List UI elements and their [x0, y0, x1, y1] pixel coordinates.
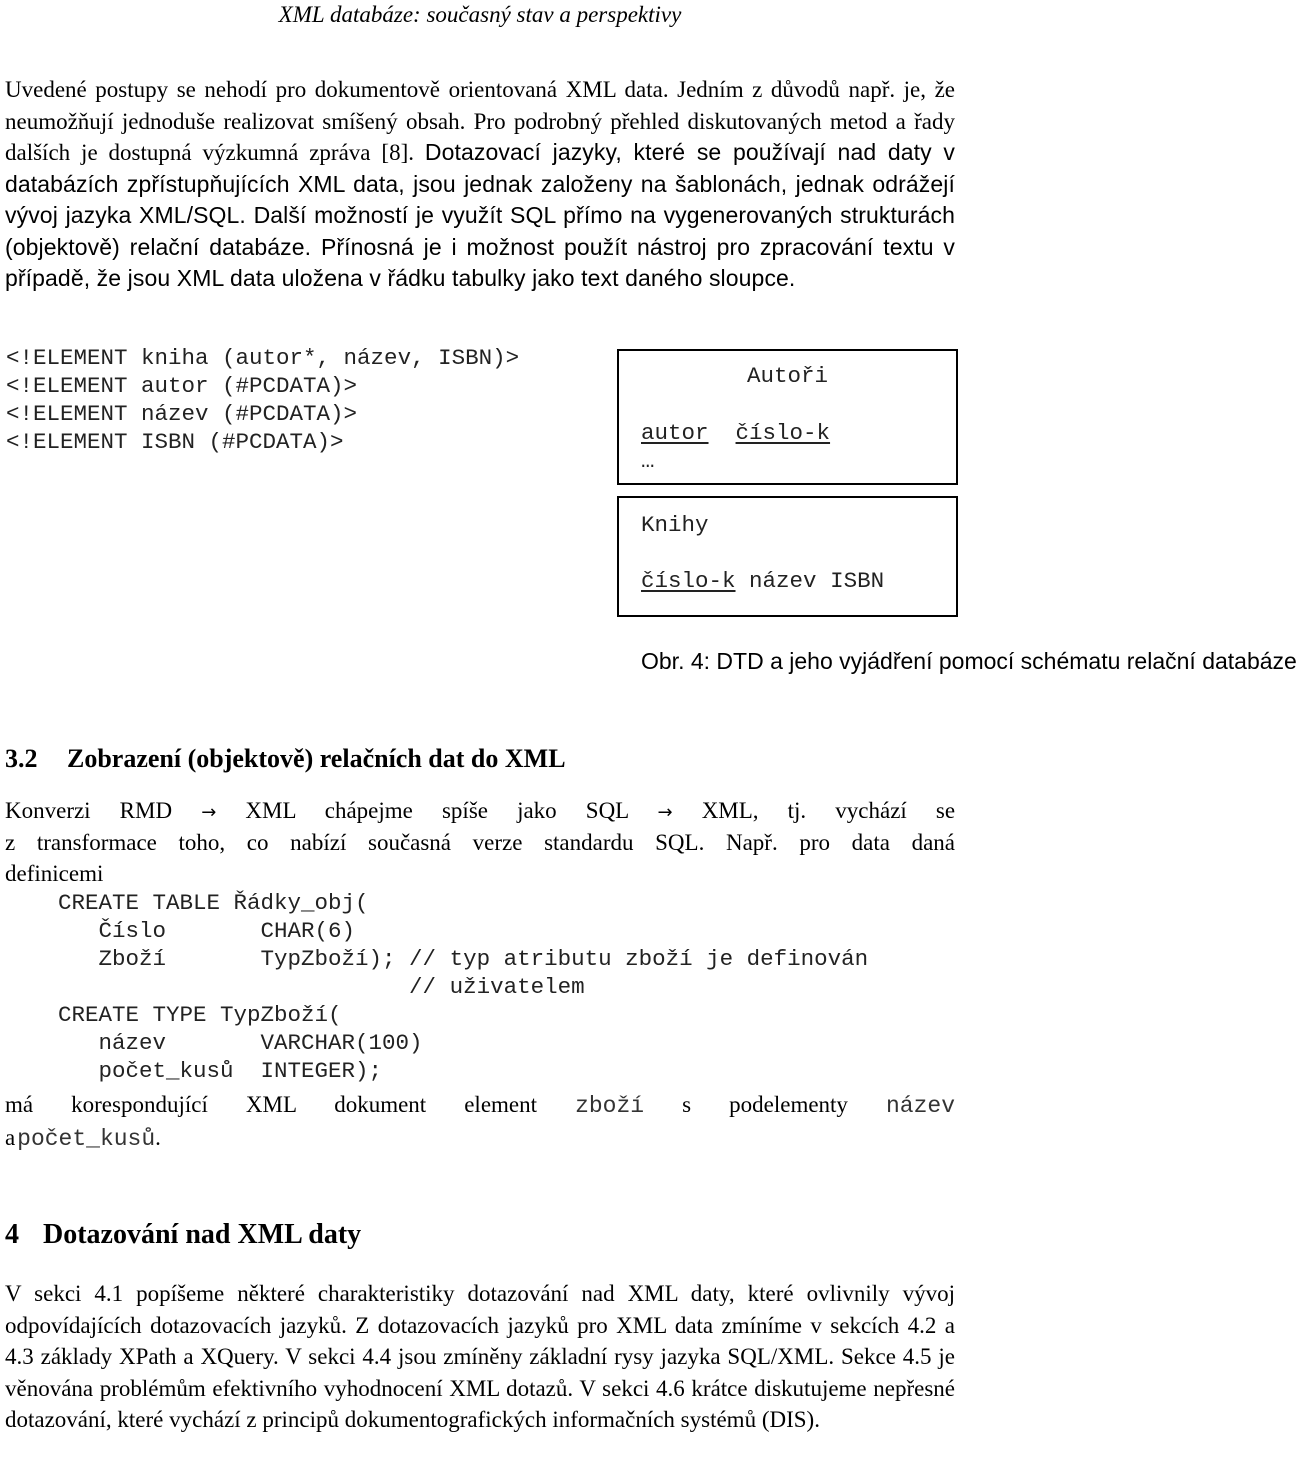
column-autor: autor	[641, 420, 709, 446]
text-run: XML, tj. vychází se	[701, 798, 956, 823]
dtd-listing	[6, 344, 519, 456]
code-line: CREATE TABLE Řádky_obj(	[58, 890, 369, 916]
table-name-knihy: Knihy	[641, 512, 709, 538]
text-run: a	[5, 1125, 16, 1150]
table-box-knihy	[617, 496, 958, 617]
code-line: počet_kusů INTEGER);	[58, 1058, 383, 1084]
section-number: 3.2	[5, 744, 38, 773]
running-header: XML databáze: současný stav a perspektivy	[278, 2, 682, 27]
sql-code-listing	[58, 889, 868, 1085]
table-columns-autori	[641, 420, 830, 446]
paragraph-intro-part1: Uvedené postupy se nehodí pro dokumentově orientovaná XML data. Jedním z důvodů např. je, že neumožňují jednoduše realizovat smíšený obsah. Pro podrobný přehled diskutovaných metod a řady dalších je dostupná výzkumná zpráva [8].	[5, 77, 955, 165]
text-run: .	[155, 1125, 161, 1150]
table-columns-knihy	[641, 568, 884, 594]
paragraph-section4-intro: V sekci 4.1 popíšeme některé charakteristiky dotazování nad XML daty, které ovlivnily vývoj odpovídajících dotazovacích jazyků. Z dotazovacích jazyků pro XML data zmíníme v sekcích 4.2 a 4.3 základy XPath a XQuery. V sekci 4.4 jsou zmíněny základní rysy jazyka SQL/XML. Sekce 4.5 je věnována problémům efektivního vyhodnocení XML dotazů. V sekci 4.6 krátce diskutujeme nepřesné dotazování, které vychází z principů dokumentografických informačních systémů (DIS).	[5, 1281, 955, 1432]
text-run: XML	[245, 798, 296, 823]
figure-caption: Obr. 4: DTD a jeho vyjádření pomocí schématu relační databáze	[641, 648, 1297, 674]
dtd-line: <!ELEMENT kniha (autor*, název, ISBN)>	[6, 345, 520, 371]
section-number: 4	[5, 1219, 19, 1250]
code-line: // uživatelem	[58, 974, 585, 1000]
table-name-autori: Autoři	[746, 363, 828, 389]
paragraph-conversion-line3: definicemi	[5, 861, 104, 886]
text-run: má korespondující XML dokument element	[5, 1092, 538, 1117]
column-more: …	[641, 448, 655, 474]
text-run: Konverzi RMD	[5, 798, 173, 823]
dtd-line: <!ELEMENT název (#PCDATA)>	[6, 401, 358, 427]
table-box-autori	[617, 349, 958, 485]
paragraph-xml-doc-line2	[5, 1122, 955, 1156]
code-line: Číslo CHAR(6)	[58, 918, 356, 944]
code-line: název VARCHAR(100)	[58, 1030, 423, 1056]
arrow-right-icon: →	[657, 802, 673, 823]
column-nazev: název	[749, 568, 817, 594]
column-isbn: ISBN	[830, 568, 885, 594]
section-heading-3-2	[5, 744, 566, 774]
inline-code: název	[885, 1093, 955, 1119]
paragraph-intro	[5, 74, 955, 295]
column-cislo-k: číslo-k	[641, 568, 736, 594]
section-title: Zobrazení (objektově) relačních dat do XML	[67, 744, 566, 773]
paragraph-intro-part2: Dotazovací jazyky, které se používají nad daty v databázích zpřístupňujících XML data, jsou jednak založeny na šablonách, jednak odrážejí vývoj jazyka XML/SQL. Další možností je využít SQL přímo na vygenerovaných strukturách (objektově) relační databáze. Přínosná je i možnost použít nástroj pro zpracování textu v případě, že jsou XML data uložena v řádku tabulky jako text daného sloupce.	[5, 139, 955, 291]
inline-code: zboží	[575, 1093, 645, 1119]
paragraph-conversion-line2: z transformace toho, co nabízí současná verze standardu SQL. Např. pro data daná	[5, 830, 955, 855]
column-cislo-k: číslo-k	[735, 420, 831, 446]
section-heading-4	[5, 1219, 361, 1251]
section-title: Dotazování nad XML daty	[43, 1219, 362, 1250]
paragraph-conversion-line1	[5, 795, 955, 829]
code-line: Zboží TypZboží); // typ atributu zboží je definován	[58, 946, 869, 972]
dtd-line: <!ELEMENT autor (#PCDATA)>	[6, 373, 358, 399]
text-run: chápejme spíše jako SQL	[324, 798, 629, 823]
dtd-line: <!ELEMENT ISBN (#PCDATA)>	[6, 429, 344, 455]
text-run: s podelementy	[682, 1092, 848, 1117]
code-line: CREATE TYPE TypZboží(	[58, 1002, 342, 1028]
arrow-right-icon: →	[201, 802, 217, 823]
inline-code: počet_kusů	[17, 1126, 156, 1152]
paragraph-xml-doc-line1	[5, 1089, 955, 1123]
